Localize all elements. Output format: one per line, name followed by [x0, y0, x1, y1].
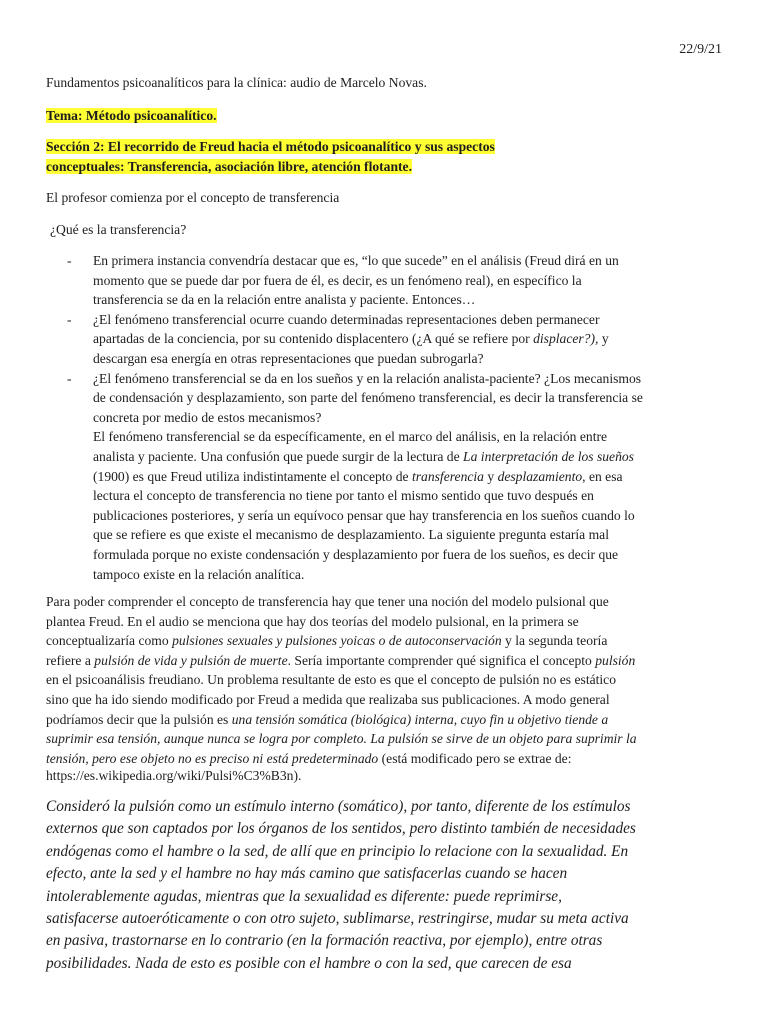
para-line-4 [46, 651, 635, 671]
bullet-3-line-4: El fenómeno transferencial se da específicamente, en el marco del análisis, en la relación entre [93, 429, 608, 445]
bullet-2-italic: displacer?) [533, 331, 596, 347]
quote-line-6: satisfacerse autoeróticamente o con otro sujeto, sublimarse, restringirse, mudar su meta activa [46, 910, 629, 928]
bullet-dash-2: - [67, 311, 72, 327]
bullet-3-line-7: lectura el concepto de transferencia no tiene por tanto el mismo sentido que tuvo después en [93, 488, 594, 504]
intro-text: El profesor comienza por el concepto de transferencia [46, 190, 340, 205]
seccion-heading-2: conceptuales: Transferencia, asociación libre, atención flotante. [46, 159, 412, 174]
tema-heading: Tema: Método psicoanalítico. [46, 108, 217, 123]
bullet-2-line-3: descargan esa energía en otras representaciones que puedan subrogarla? [93, 351, 484, 366]
para-line-4-b: . Sería importante comprender qué significa el concepto [287, 652, 596, 668]
para-line-3-italic: pulsiones sexuales y pulsiones yoicas o de autoconservación [172, 633, 502, 649]
bullet-3-line-6-c: , en esa [582, 468, 623, 484]
para-line-2: plantea Freud. En el audio se menciona que hay dos teorías del modelo pulsional, en la primera se [46, 613, 579, 629]
para-line-1: Para poder comprender el concepto de transferencia hay que tener una noción del modelo pulsional que [46, 594, 609, 609]
term-transferencia: transferencia [411, 468, 484, 484]
quote-line-3: endógenas como el hambre o la sed, de allí que en principio lo relacione con la sexualidad. En [46, 842, 629, 860]
bullet-2-line-2 [93, 329, 609, 349]
quote-block [46, 796, 722, 975]
bullet-3-line-6-a: (1900) es que Freud utiliza indistintamente el concepto de [93, 468, 412, 484]
quote-line-1: Consideró la pulsión como un estímulo interno (somático), por tanto, diferente de los estímulos [46, 798, 631, 815]
bullet-1-line-2: momento que se puede dar por fuera de él, es decir, es un fenómeno real), en específico la [93, 272, 582, 288]
bullet-dash-1: - [67, 253, 72, 268]
para-line-3 [46, 631, 607, 651]
para-line-5: en el psicoanálisis freudiano. Un problema resultante de esto es que el concepto de pulsión no es estático [46, 672, 617, 688]
bullet-3-line-3: concreta por medio de estos mecanismos? [93, 409, 322, 425]
book-title: La interpretación de los sueños [463, 449, 634, 464]
bullet-3-line-8: publicaciones posteriores, y sería un equívoco pensar que hay transferencia en los sueños cuando lo [93, 507, 635, 523]
bullet-2-line-2-end: , y [595, 331, 609, 347]
bullet-3-line-10: formulada porque no existe condensación y desplazamiento por fuera de los sueños, es decir que [93, 547, 619, 562]
bullet-1-line-3: transferencia se da en la relación entre analista y paciente. Entonces… [93, 292, 476, 308]
para-line-9-italic: tensión, pero ese objeto no es preciso ni está predeterminado [46, 750, 379, 766]
para-line-4-a: refiere a [46, 652, 95, 668]
bullet-2-line-2-text: apartadas de la conciencia, por su contenido displacentero (¿A qué se refiere por [93, 331, 534, 347]
bullet-3-line-9: que se refiere es que existe el mecanismo de desplazamiento. La siguiente pregunta estaría mal [93, 527, 609, 543]
wikipedia-link[interactable]: https://es.wikipedia.org/wiki/Pulsi%C3%B3n). [46, 768, 302, 783]
bullet-1-line-1: En primera instancia convendría destacar que es, “lo que sucede” en el análisis (Freud dirá en un [93, 253, 619, 268]
quote-line-7: en pasiva, trastornarse en lo contrario (en la formación reactiva, por ejemplo), entre otras [46, 932, 603, 950]
bullet-2-line-1: ¿El fenómeno transferencial ocurre cuando determinadas representaciones deben permanecer [93, 311, 600, 327]
para-line-8 [46, 729, 637, 749]
date-label: 22/9/21 [679, 42, 722, 57]
para-line-3-b: y la segunda teoría [501, 633, 608, 649]
bullet-3-line-1: ¿El fenómeno transferencial se da en los sueños y en la relación analista-paciente? ¿Los mecanismos [93, 370, 642, 386]
para-line-4-italic: pulsión de vida y pulsión de muerte [94, 652, 288, 668]
bullet-3-line-11: tampoco existe en la relación analítica. [93, 566, 305, 582]
seccion-line-2 [46, 157, 412, 177]
term-desplazamiento: desplazamiento [497, 468, 583, 484]
para-line-7-a: podríamos decir que la pulsión es [46, 711, 232, 727]
bullet-3-line-6 [93, 467, 623, 487]
tema-line [46, 106, 217, 126]
bullet-3-line-6-b: y [483, 468, 498, 484]
question-text: ¿Qué es la transferencia? [50, 222, 187, 237]
para-line-6: sino que ha ido siendo modificado por Freud a medida que realizaba sus publicaciones. A modo general [46, 692, 610, 707]
para-line-8-italic: suprimir esa tensión, aunque nunca se logra por completo. La pulsión se sirve de un objeto para suprimir la [46, 731, 637, 747]
bullet-3-line-5 [93, 447, 634, 467]
para-line-4-italic-2: pulsión [595, 652, 636, 668]
para-line-7 [46, 710, 608, 730]
seccion-line-1 [46, 137, 495, 157]
bullet-3-line-2: de condensación y desplazamiento, son parte del fenómeno transferencial, es decir la transferencia se [93, 390, 643, 406]
para-line-7-italic: una tensión somática (biológica) interna, cuyo fin u objetivo tiende a [231, 711, 609, 727]
quote-line-2: externos que son captados por los órganos de los sentidos, pero distinto también de necesidades [46, 820, 636, 838]
para-line-10 [46, 766, 301, 786]
document-title: Fundamentos psicoanalíticos para la clínica: audio de Marcelo Novas. [46, 75, 427, 90]
quote-line-4: efecto, ante la sed y el hambre no hay más camino que satisfacerlas cuando se hacen [46, 865, 568, 883]
seccion-heading-1: Sección 2: El recorrido de Freud hacia el método psicoanalítico y sus aspectos [46, 139, 495, 154]
quote-line-5: intolerablemente agudas, mientras que la sexualidad es diferente: puede reprimirse, [46, 887, 562, 905]
quote-line-8: posibilidades. Nada de esto es posible con el hambre o con la sed, que carecen de esa [46, 954, 572, 972]
bullet-3-line-5-text: analista y paciente. Una confusión que puede surgir de la lectura de [93, 449, 464, 464]
bullet-dash-3: - [67, 370, 72, 386]
para-line-9-b: (está modificado pero se extrae de: [378, 750, 572, 766]
para-line-3-a: conceptualizaría como [46, 633, 173, 649]
